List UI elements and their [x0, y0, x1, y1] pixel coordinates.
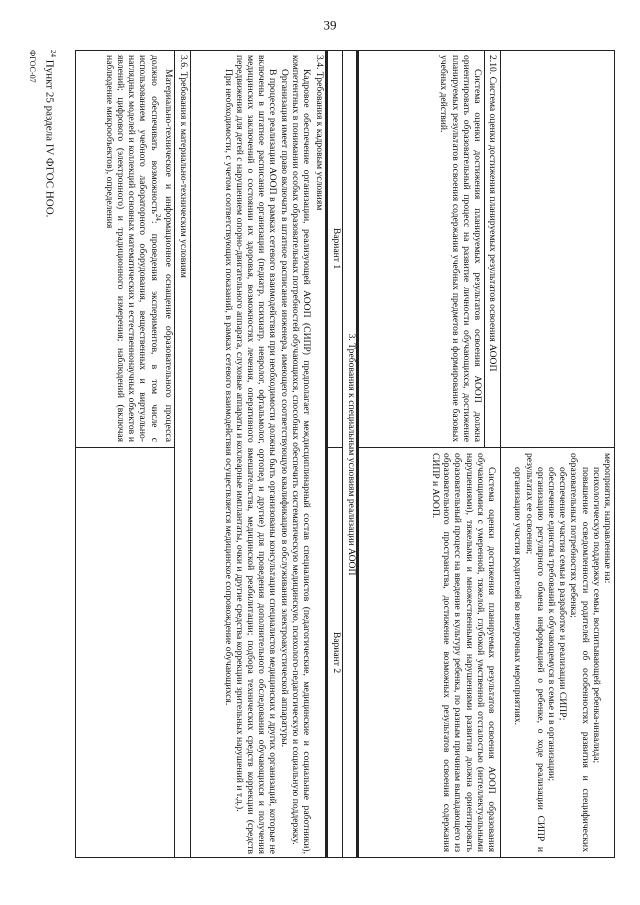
grid-line: [75, 857, 615, 858]
top-right-line-2: повышение осведомленности родителей об особенностях развития и специфических образовательных потребностях ребенка;: [568, 453, 591, 852]
footnote: [43, 50, 57, 217]
grid-line: [614, 50, 615, 858]
section-2-10-right-text: Система оценки достижения планируемых результатов освоения АООП образования обучающимися с умеренной, тяжелой, глубокой умственной отсталостью (интеллектуальными нарушениями), тяжелыми и множественными нарушениями развития должна ориентировать образовательный процесс на введение в культуру ребенка, по разным причинам выпадающего из образовательного пространства, достижение возможных результатов освоения содержания СИПР и АООП.: [429, 453, 497, 852]
variant-2-label: Вариант 2: [331, 631, 342, 674]
grid-line: [75, 447, 175, 448]
variant-1-label: Вариант 1: [331, 227, 342, 270]
section-3-6-text: Материально-техническое и информационное оснащение образовательного процесса должно обеспечивать возможность: [148, 55, 174, 442]
section-2-10-left: [359, 52, 484, 445]
top-right-line-4: обеспечение единства требований к обучающемуся в семье и в организации;: [545, 467, 557, 782]
top-right-line-1: психологическую поддержку семьи, воспитывающей ребенка-инвалида;: [590, 467, 602, 764]
section-3-4-para-2: В процессе реализации АООП в рамках сетевого взаимодействия при необходимости должны быть организованы консультации специалистов медицинских и других организаций, которые не включены в штатное расписание организации (педиатр, психиатр, невролог, офтальмолог, ортопед и другие) для проведения дополнительного обследования обучающихся и получения медицинских заключений о состоянии их здоровья, возможностях лечения, оперативного вмешательства, медицинской реабилитации; подбора технических средств коррекции (средств передвижения для детей с нарушением опорно-двигательного аппарата, слуховые аппараты и кохлеарные имплантаты, очки и другие средства коррекции зрительных нарушений и т.д.).: [233, 55, 279, 854]
section-2-10-left-text: Система оценки достижения планируемых результатов освоения АООП должна ориентировать образовательный процесс на развитие личности обучающихся, достижение планируемых результатов освоения содержания учебных предметов и формирование базовых учебных действий.: [438, 55, 483, 442]
section-3-4-title: [312, 52, 325, 857]
section-2-10-title: [485, 52, 498, 442]
page-number: 39: [323, 17, 337, 33]
section-2-10-right: [358, 450, 498, 855]
footnote-text: Пункт 25 раздела IV ФГОС НОО.: [43, 57, 56, 218]
footnote-mark: 24: [49, 50, 57, 57]
grid-line: [325, 50, 328, 858]
variant-2-header: [329, 450, 342, 855]
section-3-4-para-3: При необходимости, с учетом соответствующих показаний, в рамках сетевого взаимодействия осуществляется медицинское сопровождение обучающихся.: [222, 69, 234, 706]
grid-line: [500, 50, 501, 858]
footer-code: ФГОС-07: [28, 50, 37, 83]
top-right-line-0: мероприятия, направленные на:: [602, 453, 613, 584]
section-3-4-para-0: Кадровое обеспечение организации, реализующей АООП (СИПР) предполагает междисциплинарный состав специалистов (педагогические, медицинские и социальные работники), компетентных в понимании особых образовательных потребностей обучающихся, способных обеспечить систематическую медицинскую, психолого-педагогическую и социальную поддержку.: [289, 55, 312, 854]
section-3-6-title-text: 3.6. Требования к материально-техническим условиям: [178, 55, 189, 278]
variant-1-header: [329, 52, 342, 445]
section-3-4-title-text: 3.4. Требования к кадровым условиям: [314, 55, 325, 211]
section-3-4-body: [190, 52, 312, 857]
section-3-title: [343, 52, 357, 857]
section-3-6-body: [76, 52, 174, 445]
grid-line: [174, 50, 175, 858]
grid-line: [342, 50, 343, 858]
grid-line: [190, 50, 191, 858]
grid-line: [327, 447, 343, 448]
top-right-line-6: организацию участия родителей во внеурочных мероприятиях.: [512, 467, 524, 725]
top-right-line-5: организацию регулярного обмена информацией о ребенке, о ходе реализации СИПР и результатах ее освоения;: [523, 453, 546, 852]
section-3-title-text: 3. Требования к специальным условиям реализации АООП: [346, 333, 357, 576]
requirements-table: [25, 50, 615, 880]
top-right-line-3: обеспечение участия семьи в разработке и реализации СИПР;: [557, 467, 569, 721]
top-right-cell: [503, 450, 613, 855]
section-3-6-text-2: : проведения экспериментов, в том числе с использованием учебного лабораторного оборудования, вещественных и виртуально-наглядных моделей и коллекций основных математических и естественнонаучных объектов и явлений; цифрового (электронного) и традиционного измерения; наблюдений (включая наблюдение микрообъектов), определения: [103, 55, 160, 443]
rotated-content: [25, 17, 615, 880]
section-3-6-title: [176, 52, 189, 857]
grid-line: [75, 50, 76, 858]
grid-line: [356, 50, 359, 858]
grid-line: [484, 50, 485, 447]
section-3-6-footnote-ref: 24: [153, 213, 162, 221]
section-2-10-title-text: 2.10. Система оценки достижения планируемых результатов освоения АООП: [487, 55, 498, 372]
grid-line: [358, 447, 615, 448]
section-3-4-para-1: Организация имеет право включать в штатное расписание инженера, имеющего соответствующую квалификацию в обслуживании электроакустической аппаратуры.: [278, 69, 290, 747]
grid-line: [75, 50, 615, 51]
